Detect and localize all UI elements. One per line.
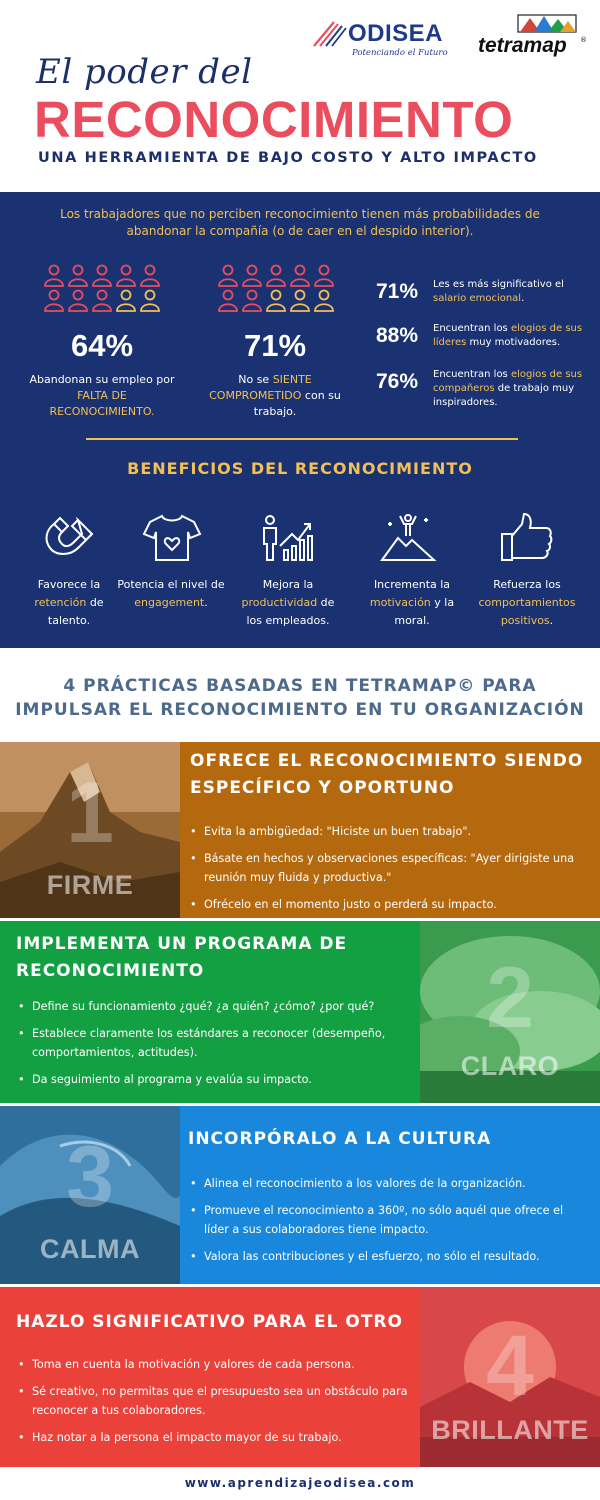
practice-4-bullet-1: • Toma en cuenta la motivación y valores de cada persona. [18,1355,418,1374]
stats-intro: Los trabajadores que no perciben reconocimiento tienen más probabilidades de abandonar la compañía (o de caer en el despido interior). [60,207,540,238]
practice-2-word: CLARO [460,1051,560,1081]
tshirt-heart-icon [140,510,204,566]
benefit-text-4: Incrementa la motivación y la moral. [369,578,455,627]
practice-1-title: OFRECE EL RECONOCIMIENTO SIENDO ESPECÍFICO Y OPORTUNO [190,751,584,798]
person-icon [45,291,63,312]
people-icon-grid-1 [42,264,162,312]
practice-3-title: INCORPÓRALO A LA CULTURA [188,1129,492,1149]
practice-4 [0,1287,600,1467]
footer-url[interactable]: www.aprendizajeodisea.com [184,1476,416,1490]
odisea-tagline: Potenciando el Futuro [352,48,448,58]
title-line-1: El poder del [36,52,253,92]
practice-4-title: HAZLO SIGNIFICATIVO PARA EL OTRO [16,1312,403,1332]
practice-3-bullet-2: • Promueve el reconocimiento a 360º, no sólo aquél que ofrece el líder a sus colaboradores tiene impacto. [190,1201,590,1239]
person-icon [315,266,333,287]
practice-2-number: 2 [486,950,534,1046]
person-icon [141,266,159,287]
person-icon [291,291,309,312]
practice-3 [0,1106,600,1284]
tetramap-logo [478,12,588,58]
odisea-swoosh-icon [312,18,348,48]
practice-4-bullet-3: • Haz notar a la persona el impacto mayor de su trabajo. [18,1428,418,1447]
secondary-stat-2-text: Encuentran los elogios de sus líderes muy motivadores. [433,323,583,348]
tetramap-registered-mark: ® [580,36,587,44]
person-icon [117,266,135,287]
practice-1-bullet-2: • Básate en hechos y observaciones específicas: "Ayer dirigiste una reunión muy fluida y productiva." [190,849,590,887]
stat-value-1: 64% [70,328,134,363]
practice-1-word: FIRME [46,870,134,900]
person-icon [45,266,63,287]
person-icon [93,266,111,287]
thumbs-up-icon [494,510,558,566]
practice-4-bullet-2: • Sé creativo, no permitas que el presupuesto sea un obstáculo para reconocer a tus colaboradores. [18,1382,418,1420]
practice-2 [0,921,600,1103]
practice-3-bullet-1: • Alinea el reconocimiento a los valores de la organización. [190,1174,590,1193]
person-icon [243,266,261,287]
title-line-2: RECONOCIMIENTO [34,91,514,148]
growth-chart-icon [256,510,320,566]
practice-4-bullets [18,1355,418,1455]
header [0,0,600,192]
practice-2-bullet-2: • Establece claramente los estándares a reconocer (desempeño, comportamientos, actitudes). [18,1024,418,1062]
practice-3-bullets [190,1174,590,1274]
odisea-name: ODISEA [348,20,444,47]
person-icon [291,266,309,287]
tetramap-name: tetramap [478,34,567,57]
practice-4-number: 4 [486,1318,534,1414]
practices-heading-line-2: IMPULSAR EL RECONOCIMIENTO EN TU ORGANIZACIÓN [15,700,585,720]
stats-section [0,192,600,648]
stat-description-2 [200,372,350,420]
person-icon [315,291,333,312]
practices-heading [0,674,600,722]
gold-divider [86,438,518,440]
stat-description-1 [27,372,177,420]
secondary-stat-3-text: Encuentran los elogios de sus compañeros de trabajo muy inspiradores. [433,369,583,408]
practice-2-bullets [18,997,418,1097]
secondary-stat-1-value: 71% [376,280,419,303]
benefits-title: BENEFICIOS DEL RECONOCIMIENTO [127,459,473,478]
secondary-stat-2 [376,324,586,364]
person-icon [69,291,87,312]
stat-value-2: 71% [243,328,307,363]
person-icon [267,291,285,312]
person-icon [93,291,111,312]
person-icon [141,291,159,312]
practice-3-number: 3 [66,1129,114,1225]
practice-1-number: 1 [66,765,114,861]
person-icon [219,291,237,312]
benefit-text-1: Favorece la retención de talento. [34,578,104,627]
practice-3-bullet-3: • Valora las contribuciones y el esfuerzo, no sólo el resultado. [190,1247,590,1266]
stat-desc-1-highlight: FALTA DE RECONOCIMIENTO. [49,389,155,418]
people-icon-grid-2 [216,264,336,312]
odisea-logo [312,14,462,58]
magnet-icon [38,510,102,566]
practice-1-bullet-3: • Ofrécelo en el momento justo o perderá su impacto. [190,895,590,914]
secondary-stat-3-value: 76% [376,370,419,393]
person-icon [243,291,261,312]
stat-desc-2-text-end: con su trabajo. [253,389,341,418]
stat-desc-2-highlight: SIENTE COMPROMETIDO [209,373,312,402]
person-icon [117,291,135,312]
mountain-flag-icon [376,510,440,566]
secondary-stat-1-text: Les es más significativo el salario emocional. [433,279,564,304]
practice-1-bullets [190,822,590,922]
person-icon [267,266,285,287]
practices-heading-line-1: 4 PRÁCTICAS BASADAS EN TETRAMAP© PARA [63,676,537,696]
person-icon [219,266,237,287]
practice-4-word: BRILLANTE [431,1415,589,1445]
benefit-text-5: Refuerza los comportamientos positivos. [478,578,576,627]
practice-1 [0,742,600,918]
person-icon [69,266,87,287]
benefit-text-2: Potencia el nivel de engagement. [117,578,225,609]
practice-2-bullet-3: • Da seguimiento al programa y evalúa su impacto. [18,1070,418,1089]
secondary-stat-2-value: 88% [376,324,419,347]
practice-1-bullet-1: • Evita la ambigüedad: "Hiciste un buen trabajo". [190,822,590,841]
benefit-text-3: Mejora la productividad de los empleados. [241,578,335,627]
secondary-stat-3 [376,370,586,410]
practice-2-bullet-1: • Define su funcionamiento ¿qué? ¿a quién? ¿cómo? ¿por qué? [18,997,418,1016]
stat-desc-1-text: Abandonan su empleo por [29,373,175,386]
practice-3-word: CALMA [40,1234,140,1264]
secondary-stat-1 [376,280,586,320]
practice-2-title: IMPLEMENTA UN PROGRAMA DE RECONOCIMIENTO [16,934,348,981]
stat-desc-2-text: No se [238,373,273,386]
tetramap-mountains-icon [516,12,578,34]
subtitle: UNA HERRAMIENTA DE BAJO COSTO Y ALTO IMPACTO [38,150,538,166]
